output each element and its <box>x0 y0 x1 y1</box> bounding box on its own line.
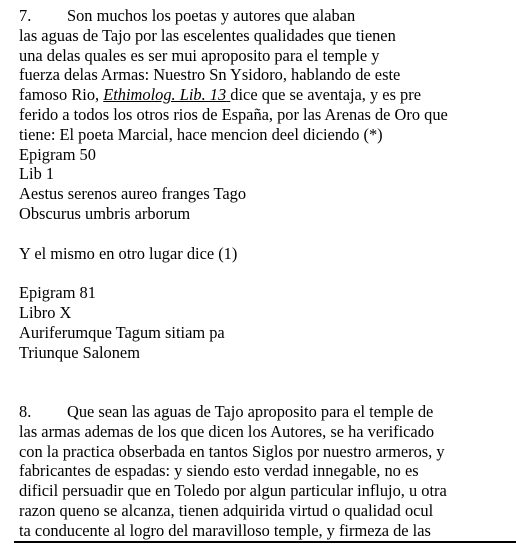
blank-line <box>19 362 513 382</box>
paragraph-8-line-5: dificil persuadir que en Toledo por algun particular influjo, u otra <box>19 481 447 501</box>
paragraph-7-line-6: ferido a todos los otros rios de España, por las Arenas de Oro que <box>19 104 448 124</box>
paragraph-number-8: 8. <box>19 401 32 421</box>
citation-ethimolog: Ethimolog. Lib. 13 <box>103 85 227 105</box>
book-reference-1: Lib 1 <box>19 164 55 184</box>
epigram-reference-1: Epigram 50 <box>19 144 96 164</box>
blank-line <box>19 382 513 402</box>
verse-line-2: Obscurus umbris arborum <box>19 203 191 223</box>
paragraph-8-text: Que sean las aguas de Tajo aproposito para el temple de <box>67 401 434 421</box>
verse-line-3: Auriferumque Tagum sitiam pa <box>19 322 225 342</box>
paragraph-7-line-4: fuerza delas Armas: Nuestro Sn Ysidoro, hablando de este <box>19 65 401 85</box>
paragraph-7-line-5-end: dice que se aventaja, y es pre <box>230 85 421 105</box>
book-reference-2: Libro X <box>19 302 72 322</box>
paragraph-7-line-2: las aguas de Tajo por las escelentes qualidades que tienen <box>19 25 396 45</box>
verse-line-4: Triunque Salonem <box>19 342 140 362</box>
paragraph-8-line-7: ta conducente al logro del maravilloso temple, y firmeza de las <box>19 520 431 540</box>
page-cut-divider <box>14 541 516 543</box>
blank-line <box>19 263 513 283</box>
paragraph-7-line-5 <box>19 85 513 105</box>
paragraph-7-line-5-start: famoso Rio, <box>19 85 104 105</box>
paragraph-number-7: 7. <box>19 6 32 25</box>
paragraph-7-line-1 <box>19 6 513 26</box>
epigram-reference-2: Epigram 81 <box>19 283 96 303</box>
paragraph-8-line-1 <box>19 402 513 422</box>
document-page <box>19 6 513 541</box>
paragraph-8-line-4: fabricantes de espadas: y siendo esto verdad innegable, no es <box>19 461 419 481</box>
paragraph-7-line-3: una delas quales es ser mui aproposito para el temple y <box>19 45 380 65</box>
paragraph-8-line-3: con la practica obserbada en tantos Siglos por nuestro armeros, y <box>19 441 445 461</box>
verse-line-1: Aestus serenos aureo franges Tago <box>19 184 247 204</box>
paragraph-7-text: Son muchos los poetas y autores que alaban <box>67 6 356 25</box>
paragraph-8-line-6: razon queno se alcanza, tienen adquirida virtud o qualidad ocul <box>19 500 434 520</box>
paragraph-7-line-12: Y el mismo en otro lugar dice (1) <box>19 243 238 263</box>
paragraph-8-line-2: las armas ademas de los que dicen los Autores, se ha verificado <box>19 421 435 441</box>
paragraph-7-line-7: tiene: El poeta Marcial, hace mencion deel diciendo (*) <box>19 124 383 144</box>
blank-line <box>19 224 513 244</box>
